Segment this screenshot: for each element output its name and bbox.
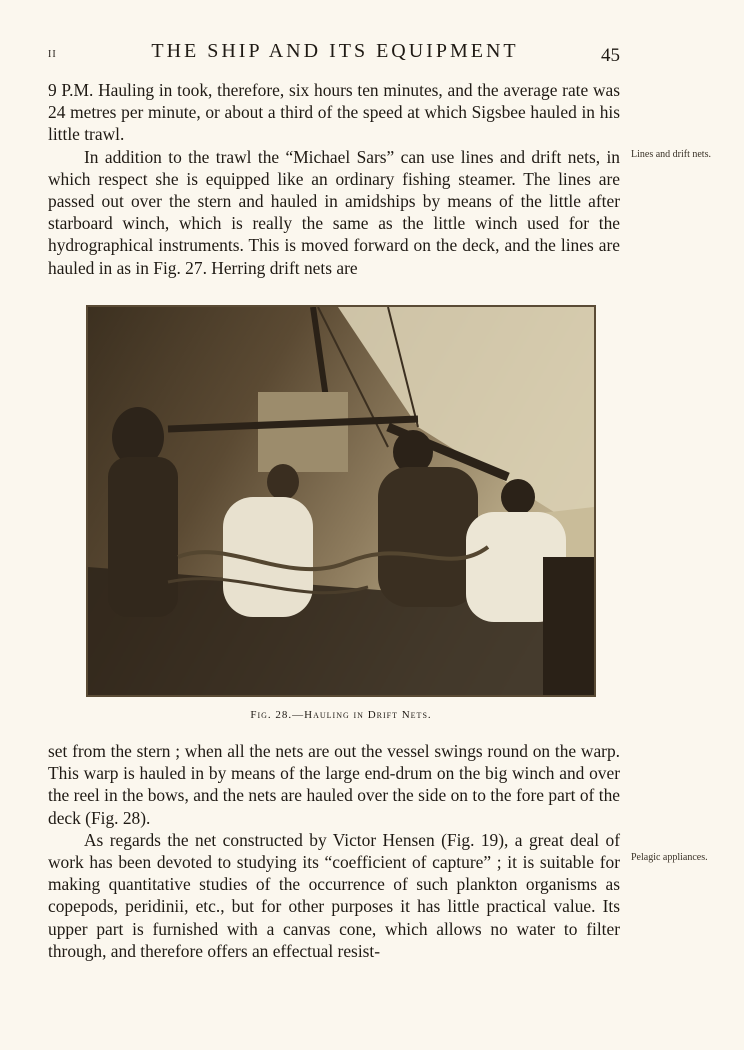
text-block-top bbox=[48, 79, 620, 279]
paragraph-lines-drift-nets: In addition to the trawl the “Michael Sars” can use lines and drift nets, in which respect she is equipped like an ordinary fishing steamer. The lines are passed out over the stern and hauled in amidships by means of the little after starboard winch, which is really the same as the little winch used for the hydrographical instruments. This is moved forward on the deck, and the lines are hauled in as in Fig. 27. Herring drift nets are bbox=[48, 146, 620, 278]
chapter-number: II bbox=[48, 49, 57, 60]
text-block-bottom bbox=[48, 740, 620, 962]
page-header bbox=[48, 40, 622, 72]
paragraph-drift-nets-continued: set from the stern ; when all the nets are out the vessel swings round on the warp. This warp is hauled in by means of the large end-drum on the big winch and over the reel in the bows, and the nets are hauled over the side on to the fore part of the deck (Fig. 28). bbox=[48, 741, 620, 828]
figure-photograph bbox=[86, 305, 596, 697]
paragraph-hauling-time bbox=[48, 79, 620, 146]
photo-illustration bbox=[88, 307, 594, 695]
figure-caption-text: Fig. 28.—Hauling in Drift Nets. bbox=[250, 709, 432, 721]
time-label: 9 P.M. bbox=[48, 80, 94, 100]
page-number: 45 bbox=[601, 45, 620, 66]
figure-caption bbox=[86, 709, 596, 721]
running-title: THE SHIP AND ITS EQUIPMENT bbox=[151, 40, 519, 62]
paragraph-hensen-net: As regards the net constructed by Victor Hensen (Fig. 19), a great deal of work has been devoted to studying its “coefficient of capture” ; it is suitable for making quantitative studies of the occurrence of such plankton organisms as copepods, peridinii, etc., but for other purposes it has little practical value. Its upper part is furnished with a canvas cone, which allows no water to filter through, and therefore offers an effectual resist- bbox=[48, 829, 620, 961]
margin-note-lines: Lines and drift nets. bbox=[631, 149, 711, 160]
paragraph-1-text: Hauling in took, therefore, six hours ten minutes, and the average rate was 24 metres per minute, or about a third of the speed at which Sigsbee hauled in his little trawl. bbox=[48, 80, 620, 145]
margin-note-pelagic: Pelagic appliances. bbox=[631, 852, 708, 863]
